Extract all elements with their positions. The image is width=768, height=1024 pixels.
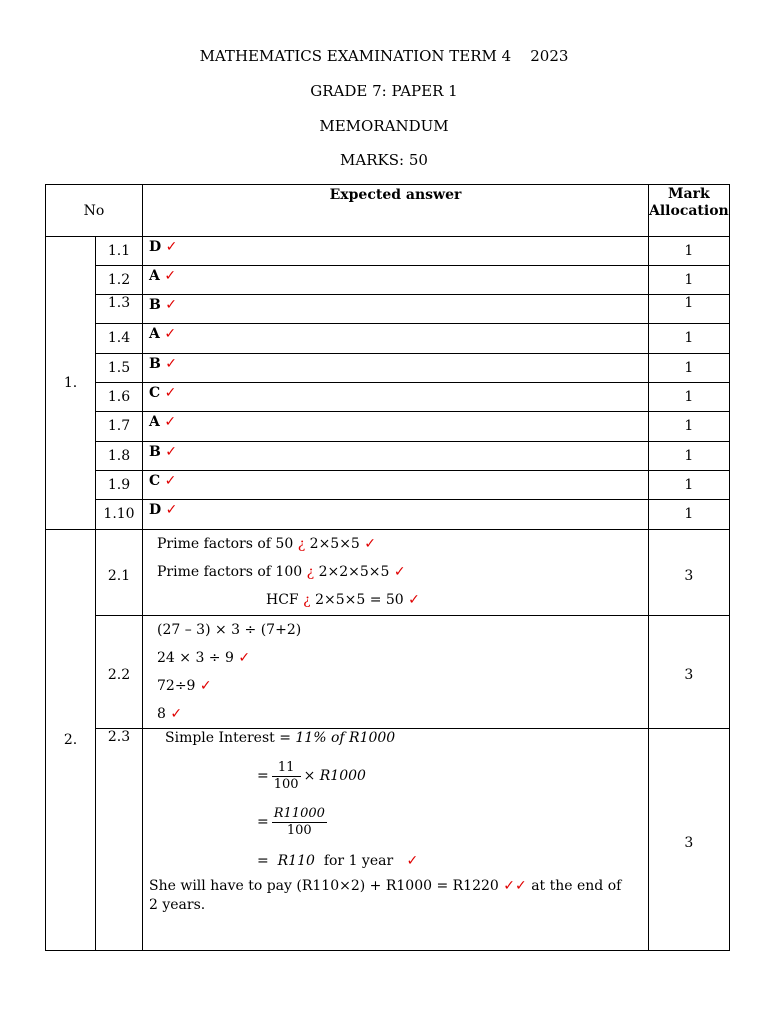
- sub-question-number: 2.1: [96, 530, 143, 616]
- sub-question-number: 2.2: [96, 616, 143, 729]
- answer-line: (27 – 3) × 3 ÷ (7+2): [157, 622, 302, 638]
- table-row: [46, 729, 730, 951]
- check-mark-icon: ✓: [164, 385, 177, 401]
- answer-cell: [143, 412, 649, 442]
- table-row: [46, 354, 730, 383]
- mark-cell: 1: [649, 295, 730, 324]
- answer-cell: [143, 324, 649, 354]
- mark-cell: 1: [649, 237, 730, 266]
- mark-cell: 1: [649, 471, 730, 500]
- sub-question-number: 1.1: [96, 237, 143, 266]
- answer-letter: B: [149, 297, 161, 313]
- check-mark-icon: ✓: [165, 356, 178, 372]
- col-mark-header: Mark Allocation: [649, 185, 730, 237]
- answer-line: = $\frac{R11000}{100}$: [257, 805, 325, 838]
- table-row: [46, 383, 730, 412]
- fraction: $\frac{11}{100}$: [273, 759, 299, 792]
- table-header-row: [46, 185, 730, 237]
- mark-cell: 3: [649, 729, 730, 951]
- sub-question-number: 1.4: [96, 324, 143, 354]
- answer-letter: A: [149, 414, 160, 430]
- check-mark-icon: ✓: [408, 592, 420, 608]
- col-no-header: No: [46, 185, 143, 237]
- answer-cell: [143, 530, 649, 616]
- table-row: [46, 237, 730, 266]
- mark-cell: 1: [649, 442, 730, 471]
- sub-question-number: 1.6: [96, 383, 143, 412]
- mark-cell: 1: [649, 354, 730, 383]
- mark-cell: 3: [649, 530, 730, 616]
- answer-line: 8 ✓: [157, 706, 183, 722]
- check-mark-icon: ✓: [199, 678, 212, 694]
- sub-question-number: 1.3: [96, 295, 143, 324]
- check-mark-icon: ✓: [364, 536, 377, 552]
- marks-total: MARKS: 50: [340, 151, 428, 169]
- check-mark-icon: ✓: [406, 853, 419, 869]
- check-mark-icon: ✓: [165, 297, 178, 313]
- sub-question-number: 1.10: [96, 500, 143, 530]
- sub-question-number: 1.2: [96, 266, 143, 295]
- table-row: [46, 324, 730, 354]
- answer-line: Simple Interest = 11% of R1000: [165, 730, 396, 746]
- sub-question-number: 2.3: [96, 729, 143, 951]
- check-mark-icon: ✓: [164, 473, 177, 489]
- question-1-label: 1.: [46, 237, 96, 530]
- grade-paper: GRADE 7: PAPER 1: [310, 82, 458, 100]
- answer-letter: B: [149, 356, 161, 372]
- mark-cell: 3: [649, 616, 730, 729]
- answer-line: Prime factors of 50 ¿ 2×5×5 ✓: [157, 536, 377, 552]
- exam-title: MATHEMATICS EXAMINATION TERM 4 2023: [199, 47, 569, 65]
- answer-line: 72÷9 ✓: [157, 678, 212, 694]
- check-mark-icon: ✓: [164, 326, 177, 342]
- answer-letter: C: [149, 385, 161, 401]
- check-mark-icon: ✓: [164, 414, 177, 430]
- table-row: [46, 412, 730, 442]
- answer-cell: [143, 295, 649, 324]
- mark-cell: 1: [649, 412, 730, 442]
- sub-question-number: 1.7: [96, 412, 143, 442]
- table-row: [46, 471, 730, 500]
- answer-line: = R110 for 1 year ✓: [257, 853, 419, 869]
- answer-line: HCF ¿ 2×5×5 = 50 ✓: [266, 592, 420, 608]
- answer-letter: D: [149, 502, 162, 518]
- answer-letter: A: [149, 268, 160, 284]
- answer-cell: [143, 266, 649, 295]
- fraction: $\frac{R11000}{100}$: [273, 805, 325, 838]
- answer-cell: [143, 442, 649, 471]
- answer-line: She will have to pay (R110×2) + R1000 = R1220 ✓✓ at the end of 2 years.: [149, 878, 622, 913]
- check-mark-icon: ✓: [238, 650, 251, 666]
- check-mark-icon: ✓: [165, 239, 178, 255]
- question-2-label: 2.: [46, 530, 96, 951]
- table-row: [46, 500, 730, 530]
- answer-cell: [143, 383, 649, 412]
- table-row: [46, 442, 730, 471]
- answer-cell: [143, 237, 649, 266]
- double-check-mark-icon: ✓✓: [503, 878, 527, 894]
- check-mark-icon: ✓: [165, 444, 178, 460]
- check-mark-icon: ✓: [393, 564, 406, 580]
- table-row: [46, 616, 730, 729]
- sub-question-number: 1.5: [96, 354, 143, 383]
- answer-letter: A: [149, 326, 160, 342]
- check-mark-icon: ✓: [164, 268, 177, 284]
- answer-cell: [143, 354, 649, 383]
- answer-line: = $\frac{11}{100}$ × R1000: [257, 759, 366, 792]
- answer-line: 24 × 3 ÷ 9 ✓: [157, 650, 251, 666]
- sub-question-number: 1.9: [96, 471, 143, 500]
- mark-cell: 1: [649, 266, 730, 295]
- answer-cell: [143, 616, 649, 729]
- table-row: [46, 266, 730, 295]
- table-row: [46, 295, 730, 324]
- check-mark-icon: ✓: [165, 502, 178, 518]
- answer-letter: B: [149, 444, 161, 460]
- mark-cell: 1: [649, 383, 730, 412]
- answer-cell: [143, 729, 649, 951]
- mark-cell: 1: [649, 500, 730, 530]
- answer-letter: C: [149, 473, 161, 489]
- answer-letter: D: [149, 239, 162, 255]
- mark-cell: 1: [649, 324, 730, 354]
- memorandum-heading: MEMORANDUM: [319, 117, 449, 135]
- sub-question-number: 1.8: [96, 442, 143, 471]
- table-row: [46, 530, 730, 616]
- col-expected-header: Expected answer: [143, 185, 649, 237]
- answer-line: Prime factors of 100 ¿ 2×2×5×5 ✓: [157, 564, 406, 580]
- answer-cell: [143, 500, 649, 530]
- check-mark-icon: ✓: [170, 706, 183, 722]
- answer-cell: [143, 471, 649, 500]
- memo-table: [45, 184, 730, 951]
